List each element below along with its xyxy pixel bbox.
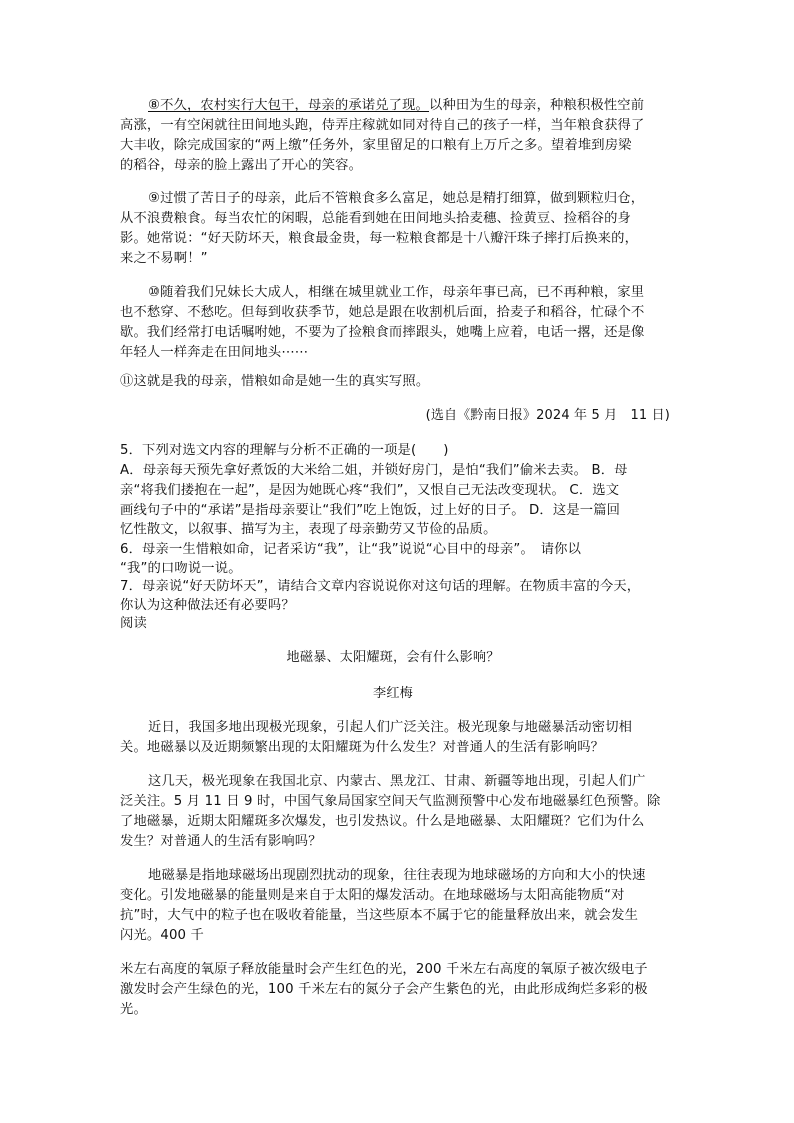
article-p1-line-1: 近日，我国多地出现极光现象，引起人们广泛关注。极光现象与地磁暴活动密切相 (148, 720, 633, 735)
source-citation: (选自《黔南日报》2024 年 5 月 11 日) (425, 408, 670, 423)
paragraph-9-line-1: ⑨过惯了苦日子的母亲，此后不管粮食多么富足，她总是精打细算，做到颗粒归仓， (148, 191, 645, 206)
paragraph-8-rest: 以种田为生的母亲，种粮积极性空前 (429, 98, 645, 113)
paragraph-10-line-2: 也不愁穿、不愁吃。但每到收获季节，她总是跟在收割机后面，拾麦子和稻谷，忙碌个不 (120, 305, 645, 320)
paragraph-10-line-4: 年轻人一样奔走在田间地头⋯⋯ (120, 345, 309, 360)
article-p4-line-1: 米左右高度的氧原子释放能量时会产生红色的光，200 千米左右高度的氧原子被次级电子 (120, 962, 648, 977)
article-author: 李红梅 (373, 686, 414, 701)
paragraph-10-line-1: ⑩随着我们兄妹长大成人，相继在城里就业工作，母亲年事已高，已不再种粮，家里 (148, 285, 645, 300)
paragraph-9-line-3: 影。她常说：“好天防坏天，粮食最金贵，每一粒粮食都是十八瓣汗珠子摔打后换来的， (120, 231, 639, 246)
article-p2-line-1: 这几天，极光现象在我国北京、内蒙古、黑龙江、甘肃、新疆等地出现，引起人们广 (148, 774, 646, 789)
question-6: 6．母亲一生惜粮如命，记者采访“我”，让“我”说说“心目中的母亲”。 请你以 (120, 542, 582, 557)
question-5: 5．下列对选文内容的理解与分析不正确的一项是( ) (120, 443, 449, 458)
paragraph-8-line-1 (148, 96, 644, 116)
question-5-option-line-4: 忆性散文，以叙事、描写为主，表现了母亲勤劳又节俭的品质。 (120, 522, 497, 537)
article-p4-line-3: 光。 (120, 1002, 147, 1017)
article-p2-line-3: 了地磁暴，近期太阳耀斑多次爆发，也引发热议。什么是地磁暴、太阳耀斑？它们为什么 (120, 814, 645, 829)
paragraph-8-line-4: 的稻谷，母亲的脸上露出了开心的笑容。 (120, 158, 363, 173)
question-5-option-line-1: A．母亲每天预先拿好煮饭的大米给二姐，并锁好房门，是怕“我们”偷米去卖。 B．母 (120, 463, 628, 478)
article-p2-line-4: 发生？对普通人的生活有影响吗？ (120, 834, 322, 849)
paragraph-8-line-2: 高涨，一有空闲就往田间地头跑，侍弄庄稼就如同对待自己的孩子一样，当年粮食获得了 (120, 118, 645, 133)
underlined-sentence: ⑧不久，农村实行大包干，母亲的承诺兑了现。 (148, 98, 430, 113)
article-p3-line-4: 闪光。400 千 (120, 928, 204, 943)
question-7-line-2: 你认为这种做法还有必要吗？ (120, 598, 295, 613)
article-p1-line-2: 关。地磁暴以及近期频繁出现的太阳耀斑为什么发生？对普通人的生活有影响吗？ (120, 740, 605, 755)
paragraph-9-line-2: 从不浪费粮食。每当农忙的闲暇，总能看到她在田间地头拾麦穗、捡黄豆、捡稻谷的身 (120, 211, 631, 226)
question-5-option-line-3: 画线句子中的“承诺”是指母亲要让“我们”吃上饱饭，过上好的日子。 D．这是一篇回 (120, 503, 621, 518)
reading-label: 阅读 (120, 616, 147, 631)
article-p3-line-2: 变化。引发地磁暴的能量则是来自于太阳的爆发活动。在地球磁场与太阳高能物质“对 (120, 888, 625, 903)
paragraph-9-line-4: 来之不易啊！” (120, 251, 208, 266)
paragraph-10-line-3: 歇。我们经常打电话嘱咐她，不要为了捡粮食而摔跟头，她嘴上应着，电话一撂，还是像 (120, 325, 645, 340)
article-p4-line-2: 激发时会产生绿色的光，100 千米左右的氮分子会产生紫色的光，由此形成绚烂多彩的极 (120, 982, 648, 997)
paragraph-11: ⑪这就是我的母亲，惜粮如命是她一生的真实写照。 (120, 374, 430, 389)
article-p3-line-3: 抗”时，大气中的粒子也在吸收着能量，当这些原本不属于它的能量释放出来，就会发生 (120, 908, 639, 923)
article-p2-line-2: 泛关注。5 月 11 日 9 时，中国气象局国家空间天气监测预警中心发布地磁暴红色预警。除 (120, 794, 661, 809)
question-7: 7．母亲说“好天防坏天”，请结合文章内容说说你对这句话的理解。在物质丰富的今天， (120, 579, 641, 594)
question-6-line-2: “我”的口吻说一说。 (120, 561, 242, 576)
question-5-option-line-2: 亲“将我们搂抱在一起”，是因为她既心疼“我们”，又恨自己无法改变现状。 C．选文 (120, 483, 620, 498)
article-title: 地磁暴、太阳耀斑，会有什么影响？ (286, 650, 500, 665)
article-p3-line-1: 地磁暴是指地球磁场出现剧烈扰动的现象，往往表现为地球磁场的方向和大小的快速 (148, 868, 646, 883)
paragraph-8-line-3: 大丰收，除完成国家的“两上缴”任务外，家里留足的口粮有上万斤之多。望着堆到房梁 (120, 138, 632, 153)
